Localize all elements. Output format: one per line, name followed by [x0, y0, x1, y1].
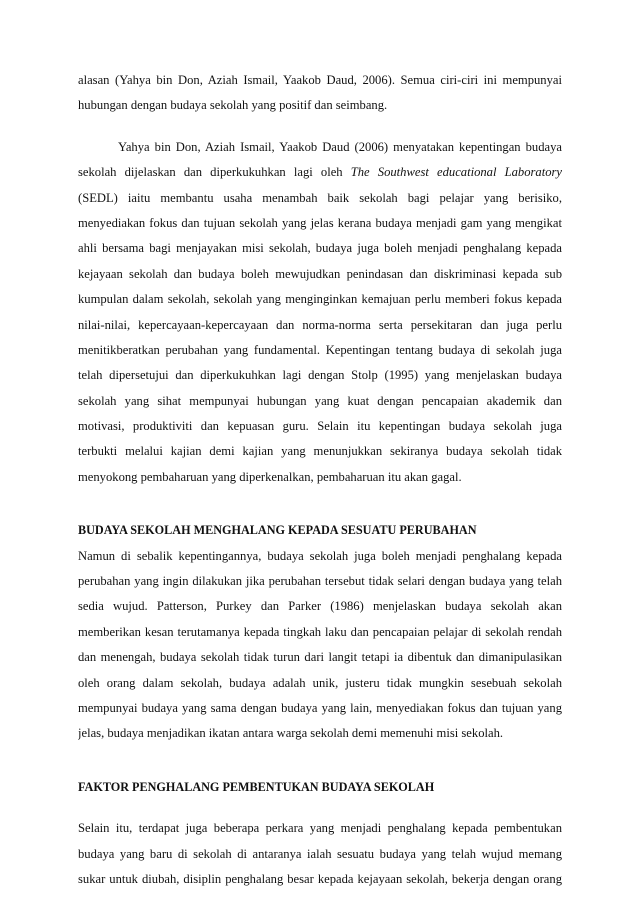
- paragraph-line: Selain itu, terdapat juga beberapa perkara yang menjadi penghalang kepada pembentukan: [78, 821, 562, 836]
- paragraph-1: [78, 68, 562, 119]
- paragraph-line: Namun di sebalik kepentingannya, budaya sekolah juga boleh menjadi penghalang kepada: [78, 548, 562, 563]
- paragraph-line: kumpulan dalam sekolah, sekolah yang menginginkan kemajuan perlu memberi fokus kepada: [78, 292, 562, 307]
- paragraph-2: [78, 135, 562, 490]
- italic-title: The Southwest educational Laboratory: [350, 165, 562, 180]
- paragraph-line: jelas, budaya menjadikan ikatan antara warga sekolah demi memenuhi misi sekolah.: [78, 726, 504, 741]
- paragraph-line: menitikberatkan perubahan yang fundamental. Kepentingan tentang budaya di sekolah juga: [78, 342, 562, 357]
- paragraph-line: memberikan kesan terutamanya kepada tingkah laku dan pencapaian pelajar di sekolah rendah: [78, 624, 562, 639]
- paragraph-line: hubungan dengan budaya sekolah yang positif dan seimbang.: [78, 98, 388, 113]
- section-heading: FAKTOR PENGHALANG PEMBENTUKAN BUDAYA SEKOLAH: [78, 779, 435, 794]
- paragraph-line: [78, 160, 562, 185]
- section-2-body: [78, 816, 562, 892]
- paragraph-line: telah dipersetujui dan diperkukuhkan lagi dengan Stolp (1995) yang menjelaskan budaya: [78, 368, 562, 383]
- section-1-body: [78, 544, 562, 747]
- document-page: [78, 68, 562, 892]
- section-heading: BUDAYA SEKOLAH MENGHALANG KEPADA SESUATU PERUBAHAN: [78, 523, 477, 538]
- paragraph-line: Yahya bin Don, Aziah Ismail, Yaakob Daud (2006) menyatakan kepentingan budaya: [118, 139, 562, 154]
- paragraph-line: kejayaan sekolah dan budaya boleh mewujudkan penindasan dan diskriminasi kepada sub: [78, 266, 562, 281]
- paragraph-line: budaya yang baru di sekolah di antaranya ialah sesuatu budaya yang telah wujud memang: [78, 846, 562, 861]
- paragraph-line: ahli bersama bagi menjayakan misi sekolah, budaya juga boleh menjadi penghalang kepada: [78, 241, 562, 256]
- paragraph-line: menyediakan fokus dan tujuan sekolah yang jelas kerana budaya menjadi gam yang mengikat: [78, 215, 562, 230]
- line-text: sekolah dijelaskan dan diperkukuhkan lagi oleh: [78, 165, 351, 180]
- paragraph-line: alasan (Yahya bin Don, Aziah Ismail, Yaakob Daud, 2006). Semua ciri-ciri ini mempunyai: [78, 73, 562, 87]
- paragraph-line: sukar untuk diubah, disiplin penghalang besar kepada kejayaan sekolah, bekerja dengan orang: [78, 871, 562, 886]
- paragraph-line: sedia wujud. Patterson, Purkey dan Parker (1986) menjelaskan budaya sekolah akan: [78, 599, 562, 614]
- paragraph-line: motivasi, produktiviti dan kepuasan guru. Selain itu kepentingan budaya sekolah juga: [78, 419, 562, 434]
- paragraph-line: dan menengah, budaya sekolah tidak turun dari langit tetapi ia dibentuk dan dimanipulasikan: [78, 650, 562, 665]
- paragraph-line: nilai-nilai, kepercayaan-kepercayaan dan norma-norma serta persekitaran dan juga perlu: [78, 317, 562, 332]
- paragraph-line: mempunyai budaya yang sama dengan budaya yang lain, menyediakan fokus dan tujuan yang: [78, 700, 562, 715]
- paragraph-line: (SEDL) iaitu membantu usaha menambah baik sekolah bagi pelajar yang berisiko,: [78, 190, 562, 205]
- paragraph-line: oleh orang dalam sekolah, budaya adalah unik, justeru tidak mungkin sesebuah sekolah: [78, 675, 562, 690]
- paragraph-line: menyokong pembaharuan yang diperkenalkan, pembaharuan itu akan gagal.: [78, 469, 462, 484]
- paragraph-line: terbukti melalui kajian demi kajian yang menunjukkan sekiranya budaya sekolah tidak: [78, 444, 562, 459]
- paragraph-line: sekolah yang sihat mempunyai hubungan yang kuat dengan pencapaian akademik dan: [78, 393, 562, 408]
- paragraph-line: perubahan yang ingin dilakukan jika perubahan tersebut tidak selari dengan budaya yang telah: [78, 574, 562, 589]
